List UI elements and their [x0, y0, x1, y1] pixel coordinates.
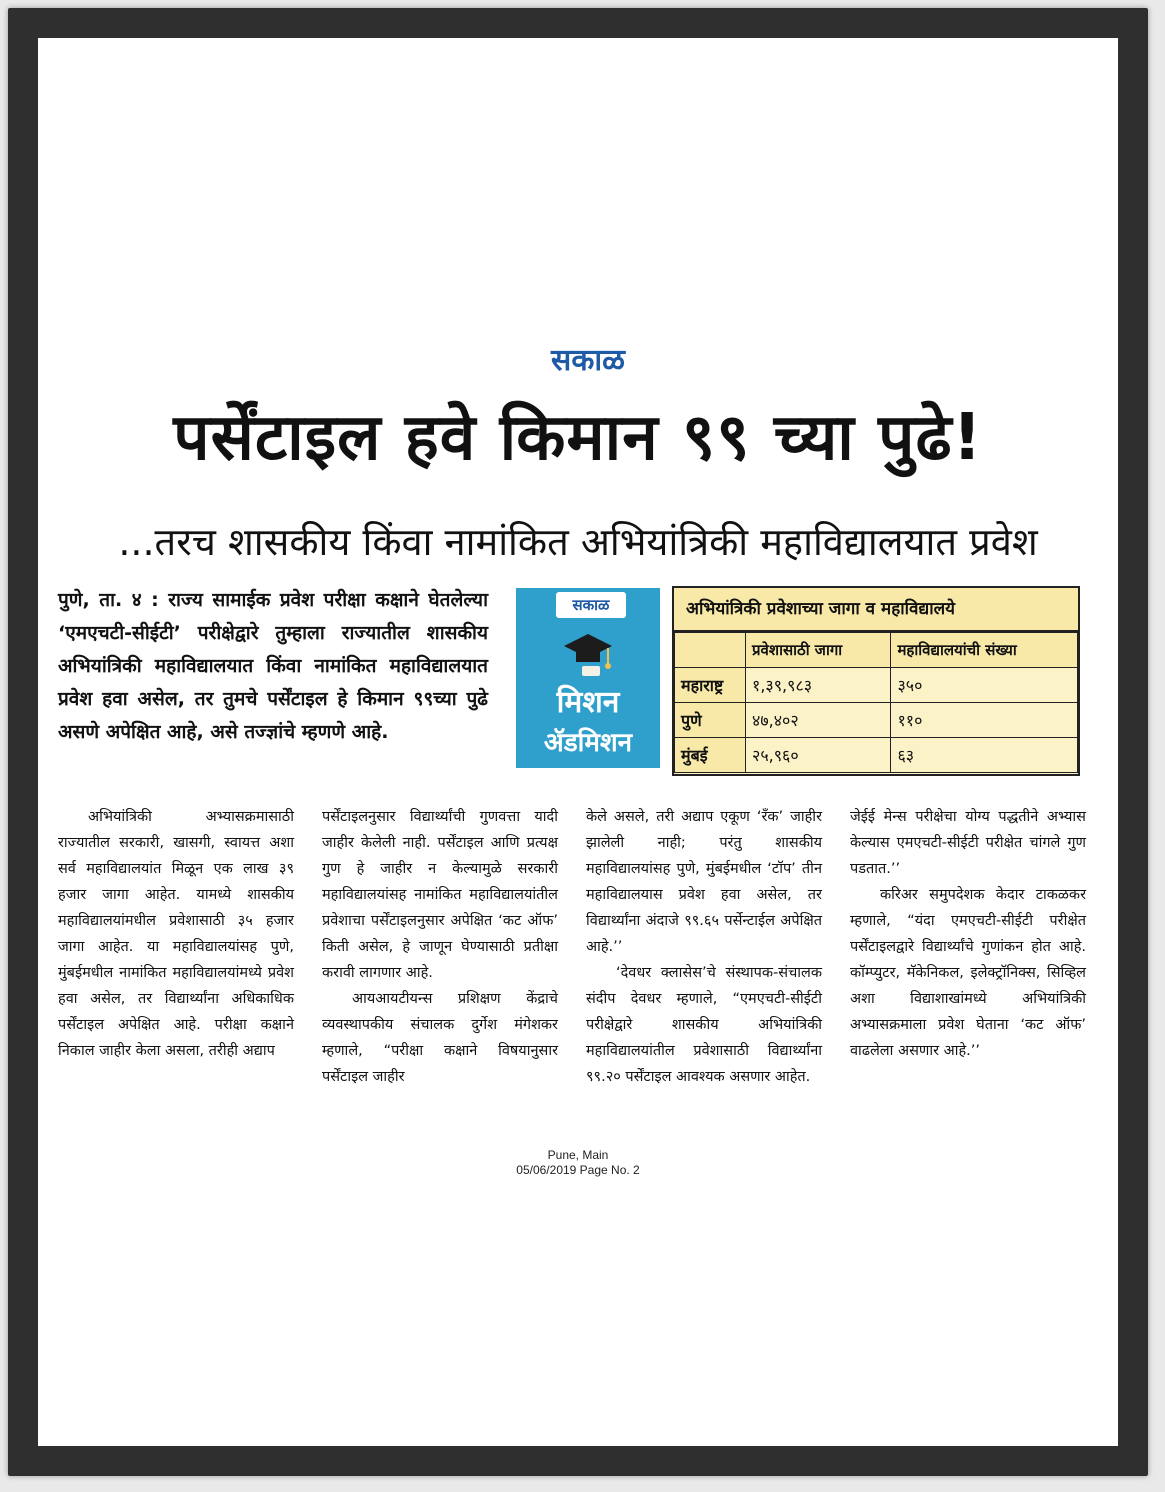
table-cell: ६३ — [891, 738, 1078, 773]
newspaper-clipping — [38, 38, 1118, 1446]
newspaper-masthead: सकाळ — [551, 343, 625, 378]
page-footer — [478, 1148, 678, 1178]
paragraph: पर्सेंटाइलनुसार विद्यार्थ्यांची गुणवत्ता यादी जाहीर केलेली नाही. पर्सेंटाइल आणि प्रत्यक्ष गुण हे जाहीर न केल्यामुळे सरकारी महाविद्यालयांसह नामांकित महाविद्यालयांतील प्रवेशाचा पर्सेंटाइलनुसार अपेक्षित ‘कट ऑफ’ किती असेल, हे जाणून घेण्यासाठी प्रतीक्षा करावी लागणार आहे. — [322, 809, 558, 981]
table-row — [675, 668, 1078, 703]
paragraph: केले असले, तरी अद्याप एकूण ‘रँक’ जाहीर झालेली नाही; परंतु शासकीय महाविद्यालयांसह पुणे, मुंबईमधील ‘टॉप’ तीन महाविद्यालयास प्रवेश हवा असेल, तर विद्यार्थ्यांना अंदाजे ९९.६५ पर्सेन्टाईल अपेक्षित आहे.’’ — [586, 809, 822, 955]
table-cell: मुंबई — [675, 738, 746, 773]
table-header-row — [675, 633, 1078, 668]
table-cell: ४७,४०२ — [746, 703, 891, 738]
article-body — [58, 804, 1098, 1134]
graduation-cap-icon — [562, 628, 614, 680]
paragraph: आयआयटीयन्स प्रशिक्षण केंद्राचे व्यवस्थापकीय संचालक दुर्गेश मंगेशकर म्हणाले, “परीक्षा कक्षाने विषयानुसार पर्सेंटाइल जाहीर — [322, 991, 558, 1085]
photo-frame — [8, 8, 1148, 1476]
article-column-1 — [58, 804, 294, 1064]
table-header — [675, 633, 746, 668]
table-cell: २५,९६० — [746, 738, 891, 773]
logo-line-1: मिशन — [556, 685, 620, 720]
paragraph: ‘देवधर क्लासेस’चे संस्थापक-संचालक संदीप देवधर म्हणाले, “एमएचटी-सीईटी परीक्षेद्वारे शासकीय अभियांत्रिकी महाविद्यालयांतील प्रवेशासाठी विद्यार्थ्यांना ९९.२० पर्सेंटाइल आवश्यक असणार आहेत. — [586, 965, 822, 1085]
logo-tab: सकाळ — [556, 592, 626, 618]
footer-date-page: 05/06/2019 Page No. 2 — [516, 1163, 640, 1177]
table-header: प्रवेशासाठी जागा — [746, 633, 891, 668]
lead-paragraph: पुणे, ता. ४ : राज्य सामाईक प्रवेश परीक्षा कक्षाने घेतलेल्या ‘एमएचटी-सीईटी’ परीक्षेद्वारे तुम्हाला राज्यातील शासकीय अभियांत्रिकी महाविद्यालयात किंवा नामांकित महाविद्यालयात प्रवेश हवा असेल, तर तुमचे पर्सेंटाइल हे किमान ९९च्या पुढे असणे अपेक्षित आहे, असे तज्ज्ञांचे म्हणणे आहे. — [58, 589, 488, 743]
article-column-4 — [850, 804, 1086, 1064]
footer-edition: Pune, Main — [547, 1148, 609, 1162]
table-title: अभियांत्रिकी प्रवेशाच्या जागा व महाविद्यालये — [674, 588, 1078, 632]
seats-table — [672, 586, 1080, 776]
table-row — [675, 738, 1078, 773]
headline: पर्सेंटाइल हवे किमान ९९ च्या पुढे! — [173, 401, 983, 475]
paragraph: अभियांत्रिकी अभ्यासक्रमासाठी राज्यातील सरकारी, खासगी, स्वायत्त अशा सर्व महाविद्यालयांत मिळून एक लाख ३९ हजार जागा आहेत. यामध्ये शासकीय महाविद्यालयांमधील प्रवेशासाठी ३५ हजार जागा आहेत. या महाविद्यालयांसह पुणे, मुंबईमधील नामांकित महाविद्यालयांमध्ये प्रवेश हवा असेल, तर विद्यार्थ्यांना अधिकाधिक पर्सेंटाइल अपेक्षित आहे. परीक्षा कक्षाने निकाल जाहीर केला असला, तरीही अद्याप — [58, 809, 294, 1059]
table-header: महाविद्यालयांची संख्या — [891, 633, 1078, 668]
table-cell: ११० — [891, 703, 1078, 738]
table-row — [675, 703, 1078, 738]
mission-admission-logo — [516, 588, 660, 768]
article-column-3 — [586, 804, 822, 1090]
logo-line-2: ॲडमिशन — [543, 728, 633, 758]
table-cell: १,३९,९८३ — [746, 668, 891, 703]
paragraph: करिअर समुपदेशक केदार टाकळकर म्हणाले, “यंदा एमएचटी-सीईटी परीक्षेत पर्सेंटाइलद्वारे विद्यार्थ्यांचे गुणांकन होत आहे. कॉम्प्युटर, मॅकेनिकल, इलेक्ट्रॉनिक्स, सिव्हिल अशा विद्याशाखांमध्ये अभियांत्रिकी अभ्यासक्रमाला प्रवेश घेताना ‘कट ऑफ’ वाढलेला असणार आहे.’’ — [850, 887, 1086, 1059]
table-cell: ३५० — [891, 668, 1078, 703]
subheadline: ...तरच शासकीय किंवा नामांकित अभियांत्रिकी महाविद्यालयात प्रवेश — [118, 520, 1038, 564]
table-cell: पुणे — [675, 703, 746, 738]
table-cell: महाराष्ट्र — [675, 668, 746, 703]
paragraph: जेईई मेन्स परीक्षेचा योग्य पद्धतीने अभ्यास केल्यास एमएचटी-सीईटी परीक्षेत चांगले गुण पडतात.’’ — [850, 809, 1086, 877]
article-column-2 — [322, 804, 558, 1090]
